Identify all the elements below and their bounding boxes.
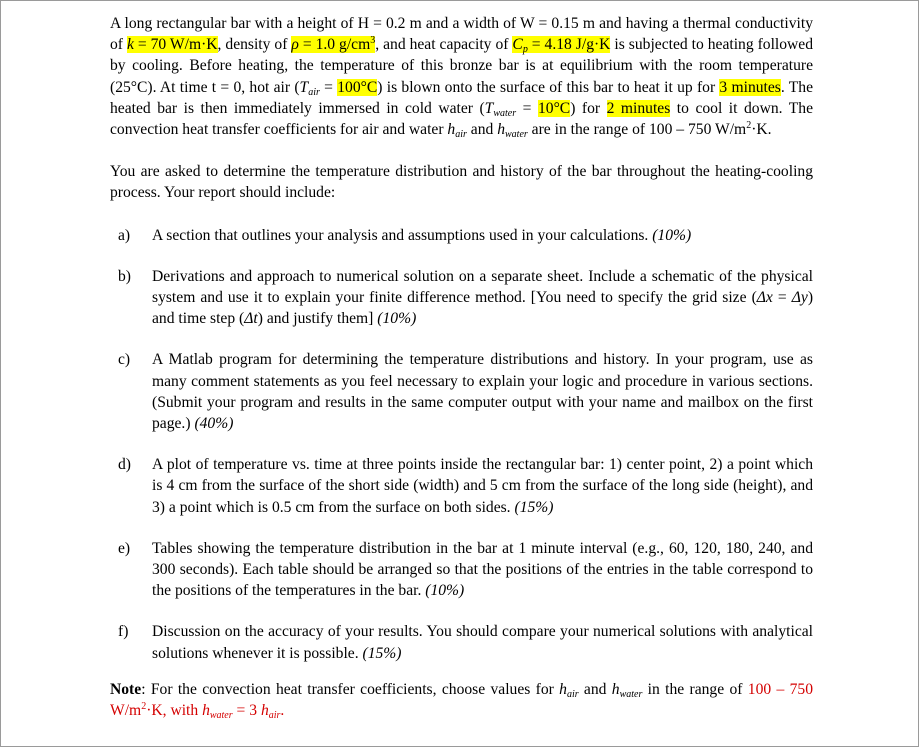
- range-exponent: 2: [141, 701, 147, 713]
- text-run: : For the convection heat transfer coefficients, choose values for: [141, 680, 560, 698]
- item-weight: (10%): [377, 310, 417, 328]
- text-run: .: [280, 702, 285, 720]
- hwater-subscript: water: [209, 710, 233, 722]
- text-run: ) is blown onto the surface of this bar to heat it up for: [377, 78, 720, 96]
- item-text: [152, 266, 813, 330]
- list-item-e: [110, 538, 813, 602]
- item-body: Tables showing the temperature distribution in the bar at 1 minute interval (e.g., 60, 120, 180, 240, and 300 seconds). Each table should be arranged so that the positions of the entries in the table correspond to the positions of the temperatures in the bar.: [152, 539, 813, 600]
- highlight-heating-time: 3 minutes: [719, 78, 781, 96]
- text-run: ·K.: [751, 121, 772, 139]
- text-run: = 3: [232, 702, 261, 720]
- highlight-air-temp: 100°C: [337, 78, 378, 96]
- item-weight: (10%): [425, 582, 465, 600]
- text-run: and: [466, 121, 498, 139]
- cp-value: = 4.18 J/g·K: [527, 36, 611, 54]
- text-run: , density of: [217, 36, 292, 54]
- highlight-water-temp: 10°C: [537, 99, 571, 117]
- twater-symbol: T: [484, 99, 494, 117]
- item-text: [152, 621, 813, 663]
- list-item-b: [110, 266, 813, 330]
- rho-symbol: ρ: [291, 36, 299, 54]
- item-weight: (40%): [194, 415, 234, 433]
- text-run: in the range of: [642, 680, 748, 698]
- hair-subscript: air: [566, 688, 579, 700]
- hair-subscript: air: [268, 710, 281, 722]
- note-label: Note: [110, 680, 142, 698]
- dy-symbol: Δy: [791, 289, 808, 307]
- item-weight: (15%): [514, 498, 554, 516]
- item-weight: (10%): [652, 226, 692, 244]
- hair-symbol: h: [447, 121, 456, 139]
- text-run: A long rectangular bar with a height of H = 0.2 m and a width of W = 0.15 m and having a thermal conductivity of: [110, 15, 813, 54]
- item-label: a): [118, 226, 131, 244]
- dx-symbol: Δx: [756, 289, 773, 307]
- hwater-symbol: h: [497, 121, 505, 139]
- item-label: f): [118, 623, 129, 641]
- list-item-a: [110, 225, 813, 246]
- hair-symbol: h: [559, 680, 567, 698]
- text-run: =: [319, 78, 338, 96]
- instructions-paragraph: You are asked to determine the temperature distribution and history of the bar throughout the heating-cooling process. Your report should include:: [110, 163, 813, 202]
- hwater-symbol: h: [202, 702, 210, 720]
- item-text: [152, 349, 813, 434]
- item-body: A plot of temperature vs. time at three points inside the rectangular bar: 1) center point, 2) a point which is 4 cm from the surface of the short side (width) and 5 cm from the surface of the long side (height), and 3) a point which is 0.5 cm from the surface on both sides.: [152, 456, 813, 516]
- k-value: = 70 W/m·K: [133, 36, 218, 54]
- hwater-subscript: water: [505, 129, 528, 141]
- dt-symbol: Δt: [244, 310, 258, 328]
- hwater-symbol: h: [611, 680, 620, 698]
- item-text: [152, 538, 813, 602]
- tair-subscript: air: [308, 86, 320, 98]
- text-run: ) and justify them]: [257, 310, 374, 328]
- highlight-density: [291, 36, 375, 53]
- text-run: =: [772, 289, 792, 307]
- text-run: . The heated bar is then immediately immersed in cold water (: [110, 78, 814, 117]
- text-run: , and heat capacity of: [375, 36, 513, 54]
- range-text: 100 – 750 W/m: [110, 680, 814, 720]
- note-paragraph: [110, 679, 813, 721]
- text-run: ) and time step (: [152, 289, 814, 328]
- k-symbol: k: [126, 36, 134, 54]
- text-run: ) for: [570, 99, 607, 117]
- item-text: [152, 225, 813, 246]
- problem-statement: [110, 13, 813, 140]
- twater-subscript: water: [493, 107, 517, 119]
- item-text: [152, 454, 813, 518]
- text-run: to cool it down. The convection heat transfer coefficients for air and water: [110, 99, 813, 139]
- text-run: and: [578, 680, 612, 698]
- item-label: b): [118, 267, 131, 285]
- item-label: d): [118, 456, 131, 474]
- item-body: Derivations and approach to numerical solution on a separate sheet. Include a schematic of the physical system and use it to explain your finite difference method. [You need to specify the grid size (: [152, 267, 813, 307]
- hair-subscript: air: [455, 129, 467, 141]
- text-run: =: [516, 99, 538, 117]
- rho-value: = 1.0 g/cm: [298, 36, 371, 54]
- highlight-heat-capacity: [512, 36, 611, 56]
- tair-symbol: T: [299, 78, 309, 96]
- list-item-c: [110, 349, 813, 434]
- cp-symbol: C: [512, 36, 523, 54]
- item-label: e): [118, 539, 131, 557]
- item-body: Discussion on the accuracy of your results. You should compare your numerical solutions with analytical solutions whenever it is possible.: [152, 623, 813, 662]
- hwater-subscript: water: [619, 688, 643, 700]
- range-exponent: 2: [746, 120, 752, 132]
- item-label: c): [118, 351, 131, 369]
- item-body: A section that outlines your analysis and assumptions used in your calculations.: [152, 226, 649, 244]
- cp-subscript: p: [522, 44, 528, 56]
- text-run: is subjected to heating followed by cooling. Before heating, the temperature of this bronze bar is at equilibrium with the room temperature (25°C). At time t = 0, hot air (: [110, 36, 814, 96]
- item-weight: (15%): [362, 644, 402, 662]
- document-content: [110, 13, 813, 721]
- hair-symbol: h: [260, 702, 269, 720]
- rho-exponent: 3: [370, 35, 376, 47]
- list-item-d: [110, 454, 813, 518]
- item-body: A Matlab program for determining the temperature distributions and history. In your program, use as many comment statements as you feel necessary to explain your logic and procedure in various sections. (Submit your program and results in the same computer output with your name and mailbox on the first page.): [152, 351, 813, 433]
- text-run: ·K, with: [146, 702, 203, 720]
- list-item-f: [110, 621, 813, 663]
- highlight-cooling-time: 2 minutes: [606, 99, 671, 117]
- text-run: are in the range of 100 – 750 W/m: [527, 121, 747, 139]
- highlight-conductivity: [127, 36, 218, 53]
